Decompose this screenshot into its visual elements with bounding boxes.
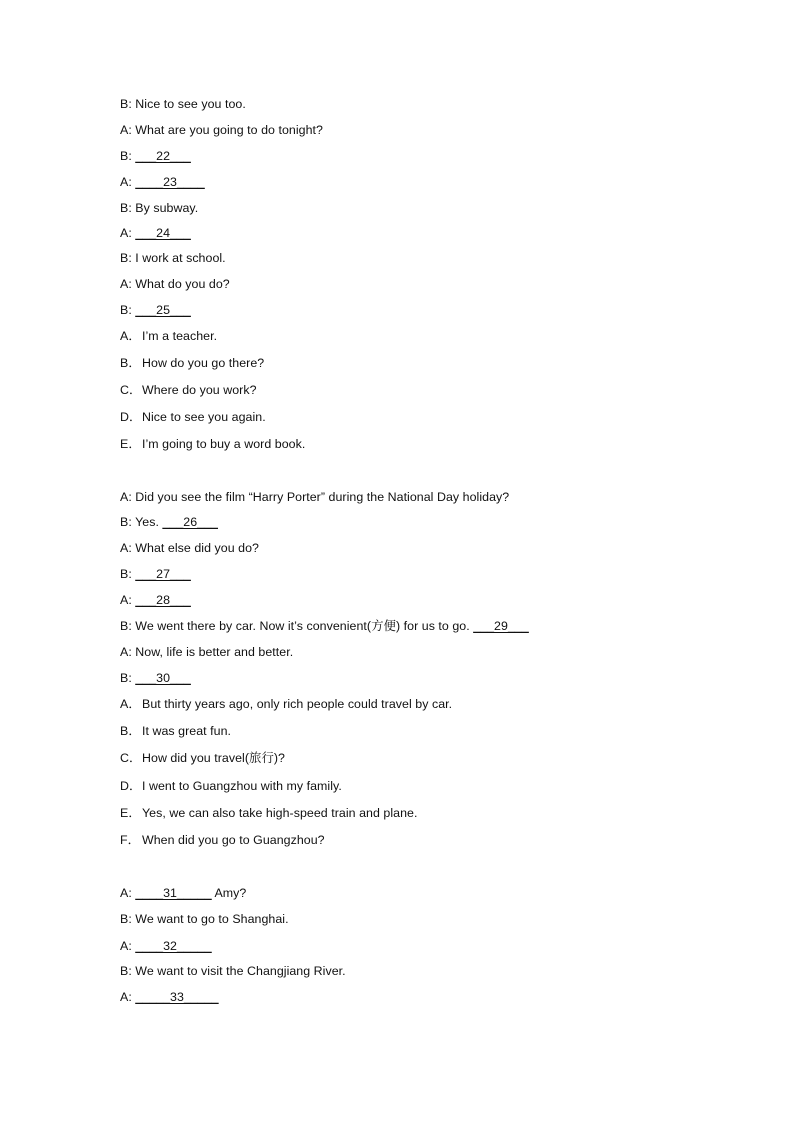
dialogue-line bbox=[120, 96, 246, 112]
speaker-label: B: bbox=[120, 97, 132, 111]
option-item bbox=[120, 805, 417, 821]
dialogue-line bbox=[120, 911, 289, 927]
dialogue-text: Yes. bbox=[131, 515, 163, 529]
option-letter: D． bbox=[120, 779, 142, 793]
answer-blank-23[interactable]: ____23____ bbox=[135, 175, 205, 189]
dialogue-line bbox=[120, 938, 212, 954]
speaker-label: A: bbox=[120, 226, 132, 240]
option-letter: C． bbox=[120, 383, 142, 397]
dialogue-line bbox=[120, 302, 191, 318]
option-letter: A． bbox=[120, 697, 141, 711]
dialogue-line bbox=[120, 489, 509, 505]
dialogue-text: We want to visit the Changjiang River. bbox=[131, 964, 346, 978]
option-item bbox=[120, 436, 305, 452]
answer-blank-31[interactable]: ____31_____ bbox=[135, 886, 212, 900]
speaker-label: A: bbox=[120, 123, 132, 137]
option-item bbox=[120, 382, 257, 398]
option-letter: F． bbox=[120, 833, 141, 847]
option-letter: A． bbox=[120, 329, 141, 343]
answer-blank-22[interactable]: ___22___ bbox=[135, 149, 191, 163]
option-text: Nice to see you again. bbox=[142, 410, 266, 424]
dialogue-text: Now, life is better and better. bbox=[131, 645, 294, 659]
speaker-label: B: bbox=[120, 303, 132, 317]
speaker-label: B: bbox=[120, 671, 132, 685]
answer-blank-30[interactable]: ___30___ bbox=[135, 671, 191, 685]
dialogue-text: I work at school. bbox=[131, 251, 226, 265]
option-letter: E． bbox=[120, 806, 141, 820]
speaker-label: A: bbox=[120, 939, 132, 953]
answer-blank-32[interactable]: ____32_____ bbox=[135, 939, 212, 953]
dialogue-text: What do you do? bbox=[131, 277, 230, 291]
speaker-label: A: bbox=[120, 541, 132, 555]
dialogue-text: Did you see the film “Harry Porter” during the National Day holiday? bbox=[131, 490, 510, 504]
dialogue-line bbox=[120, 618, 529, 634]
option-item bbox=[120, 355, 264, 371]
dialogue-line bbox=[120, 514, 218, 530]
option-item bbox=[120, 750, 285, 766]
option-letter: C． bbox=[120, 751, 142, 765]
speaker-label: A: bbox=[120, 593, 132, 607]
speaker-label: A: bbox=[120, 990, 132, 1004]
dialogue-text: We went there by car. Now it’s convenient(方便) for us to go. bbox=[131, 619, 474, 633]
option-text: When did you go to Guangzhou? bbox=[142, 833, 325, 847]
option-text: I went to Guangzhou with my family. bbox=[142, 779, 342, 793]
dialogue-line bbox=[120, 885, 246, 901]
option-item bbox=[120, 723, 231, 739]
option-text: How did you travel(旅行)? bbox=[142, 751, 286, 765]
option-item bbox=[120, 696, 452, 712]
answer-blank-27[interactable]: ___27___ bbox=[135, 567, 191, 581]
dialogue-text: By subway. bbox=[131, 201, 199, 215]
dialogue-text: We want to go to Shanghai. bbox=[131, 912, 289, 926]
option-text: Where do you work? bbox=[142, 383, 257, 397]
dialogue-line bbox=[120, 148, 191, 164]
dialogue-line bbox=[120, 963, 346, 979]
dialogue-line bbox=[120, 250, 226, 266]
answer-blank-24[interactable]: ___24___ bbox=[135, 226, 191, 240]
dialogue-line bbox=[120, 225, 191, 241]
speaker-label: B: bbox=[120, 912, 132, 926]
option-letter: B． bbox=[120, 724, 141, 738]
dialogue-text: Amy? bbox=[211, 886, 247, 900]
option-item bbox=[120, 778, 342, 794]
option-letter: E． bbox=[120, 437, 141, 451]
dialogue-line bbox=[120, 174, 205, 190]
answer-blank-26[interactable]: ___26___ bbox=[162, 515, 218, 529]
dialogue-line bbox=[120, 670, 191, 686]
dialogue-line bbox=[120, 200, 198, 216]
dialogue-line bbox=[120, 276, 230, 292]
option-item bbox=[120, 328, 217, 344]
speaker-label: B: bbox=[120, 149, 132, 163]
answer-blank-25[interactable]: ___25___ bbox=[135, 303, 191, 317]
option-text: I’m going to buy a word book. bbox=[142, 437, 306, 451]
speaker-label: A: bbox=[120, 645, 132, 659]
dialogue-line bbox=[120, 566, 191, 582]
dialogue-text: Nice to see you too. bbox=[131, 97, 246, 111]
speaker-label: B: bbox=[120, 964, 132, 978]
answer-blank-33[interactable]: _____33_____ bbox=[135, 990, 219, 1004]
option-text: How do you go there? bbox=[142, 356, 265, 370]
dialogue-text: What else did you do? bbox=[131, 541, 259, 555]
dialogue-line bbox=[120, 122, 323, 138]
answer-blank-29[interactable]: ___29___ bbox=[473, 619, 529, 633]
speaker-label: B: bbox=[120, 619, 132, 633]
option-text: It was great fun. bbox=[142, 724, 232, 738]
option-item bbox=[120, 832, 325, 848]
dialogue-line bbox=[120, 989, 219, 1005]
dialogue-line bbox=[120, 644, 293, 660]
speaker-label: B: bbox=[120, 251, 132, 265]
speaker-label: A: bbox=[120, 277, 132, 291]
option-letter: D． bbox=[120, 410, 142, 424]
dialogue-line bbox=[120, 540, 259, 556]
option-text: I’m a teacher. bbox=[142, 329, 218, 343]
speaker-label: A: bbox=[120, 490, 132, 504]
option-item bbox=[120, 409, 266, 425]
dialogue-line bbox=[120, 592, 191, 608]
option-text: Yes, we can also take high-speed train and plane. bbox=[142, 806, 418, 820]
speaker-label: B: bbox=[120, 567, 132, 581]
answer-blank-28[interactable]: ___28___ bbox=[135, 593, 191, 607]
speaker-label: B: bbox=[120, 201, 132, 215]
speaker-label: A: bbox=[120, 175, 132, 189]
option-text: But thirty years ago, only rich people could travel by car. bbox=[142, 697, 453, 711]
dialogue-text: What are you going to do tonight? bbox=[131, 123, 323, 137]
option-letter: B． bbox=[120, 356, 141, 370]
speaker-label: A: bbox=[120, 886, 132, 900]
speaker-label: B: bbox=[120, 515, 132, 529]
